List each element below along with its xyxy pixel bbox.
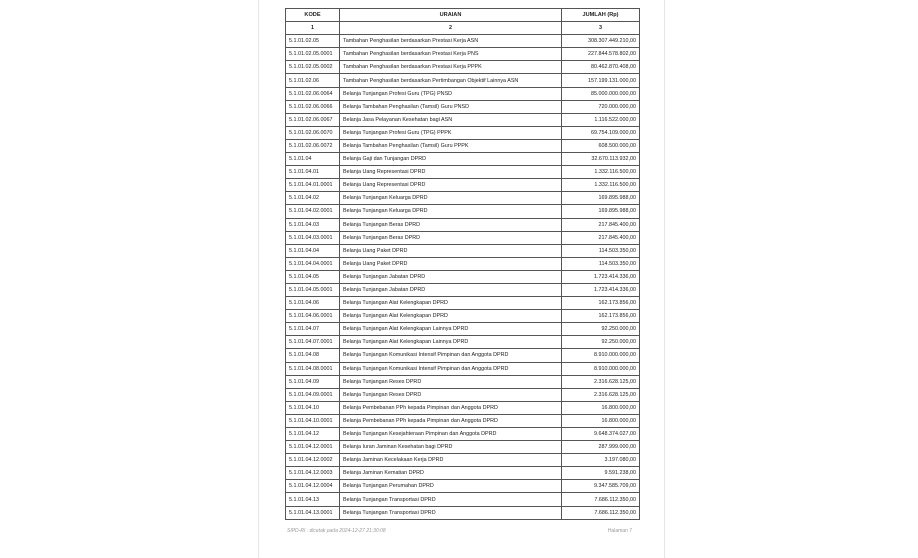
cell-uraian: Belanja Tambahan Penghasilan (Tamsil) Guru PNSD xyxy=(340,100,562,113)
cell-uraian: Belanja Tunjangan Transportasi DPRD xyxy=(340,506,562,519)
cell-jumlah: 162.173.856,00 xyxy=(562,297,640,310)
page-number: Halaman 7 xyxy=(607,528,632,534)
cell-uraian: Belanja Uang Representasi DPRD xyxy=(340,179,562,192)
cell-jumlah: 1.723.414.336,00 xyxy=(562,270,640,283)
cell-jumlah: 2.316.628.125,00 xyxy=(562,388,640,401)
cell-jumlah: 7.686.112.350,00 xyxy=(562,506,640,519)
cell-kode: 5.1.01.02.06.0070 xyxy=(286,126,340,139)
table-row xyxy=(286,231,640,244)
cell-kode: 5.1.01.04.05.0001 xyxy=(286,283,340,296)
table-row xyxy=(286,493,640,506)
cell-jumlah: 157.199.131.000,00 xyxy=(562,74,640,87)
cell-kode: 5.1.01.04 xyxy=(286,153,340,166)
table-row xyxy=(286,153,640,166)
cell-uraian: Belanja Tunjangan Komunikasi Intensif Pimpinan dan Anggota DPRD xyxy=(340,349,562,362)
cell-uraian: Belanja Tunjangan Alat Kelengkapan Lainnya DPRD xyxy=(340,323,562,336)
cell-jumlah: 217.845.400,00 xyxy=(562,218,640,231)
cell-kode: 5.1.01.04.08 xyxy=(286,349,340,362)
cell-jumlah: 2.316.628.125,00 xyxy=(562,375,640,388)
cell-uraian: Tambahan Penghasilan berdasarkan Prestasi Kerja PPPK xyxy=(340,61,562,74)
cell-kode: 5.1.01.04.10 xyxy=(286,401,340,414)
table-row xyxy=(286,310,640,323)
cell-uraian: Belanja Jaminan Kecelakaan Kerja DPRD xyxy=(340,454,562,467)
cell-jumlah: 69.754.109.000,00 xyxy=(562,126,640,139)
table-row xyxy=(286,113,640,126)
cell-jumlah: 1.116.522.000,00 xyxy=(562,113,640,126)
cell-jumlah: 169.895.988,00 xyxy=(562,205,640,218)
table-row xyxy=(286,362,640,375)
cell-uraian: Belanja Tunjangan Keluarga DPRD xyxy=(340,205,562,218)
cell-jumlah: 162.173.856,00 xyxy=(562,310,640,323)
cell-jumlah: 16.800.000,00 xyxy=(562,414,640,427)
cell-kode: 5.1.01.04.01 xyxy=(286,166,340,179)
cell-jumlah: 9.648.374.027,00 xyxy=(562,428,640,441)
cell-jumlah: 32.670.113.932,00 xyxy=(562,153,640,166)
cell-jumlah: 9.347.585.709,00 xyxy=(562,480,640,493)
header-kode: KODE xyxy=(286,9,340,22)
table-row xyxy=(286,166,640,179)
table-row xyxy=(286,323,640,336)
cell-kode: 5.1.01.04.02 xyxy=(286,192,340,205)
cell-uraian: Belanja Tunjangan Komunikasi Intensif Pimpinan dan Anggota DPRD xyxy=(340,362,562,375)
cell-jumlah: 1.332.116.500,00 xyxy=(562,179,640,192)
table-body xyxy=(286,35,640,519)
cell-uraian: Belanja Tunjangan Alat Kelengkapan Lainnya DPRD xyxy=(340,336,562,349)
table-row xyxy=(286,401,640,414)
table-row xyxy=(286,454,640,467)
cell-jumlah: 1.332.116.500,00 xyxy=(562,166,640,179)
cell-kode: 5.1.01.04.12.0003 xyxy=(286,467,340,480)
cell-kode: 5.1.01.04.03 xyxy=(286,218,340,231)
cell-jumlah: 1.723.414.336,00 xyxy=(562,283,640,296)
table-row xyxy=(286,375,640,388)
cell-uraian: Belanja Tunjangan Reses DPRD xyxy=(340,375,562,388)
cell-uraian: Belanja Tunjangan Perumahan DPRD xyxy=(340,480,562,493)
table-row xyxy=(286,139,640,152)
cell-uraian: Belanja Tunjangan Profesi Guru (TPG) PPPK xyxy=(340,126,562,139)
cell-uraian: Belanja Tunjangan Transportasi DPRD xyxy=(340,493,562,506)
cell-jumlah: 227.844.578.802,00 xyxy=(562,48,640,61)
cell-kode: 5.1.01.04.08.0001 xyxy=(286,362,340,375)
cell-uraian: Belanja Tunjangan Alat Kelengkapan DPRD xyxy=(340,297,562,310)
cell-jumlah: 114.503.350,00 xyxy=(562,244,640,257)
table-row xyxy=(286,283,640,296)
cell-uraian: Tambahan Penghasilan berdasarkan Pertimbangan Objektif Lainnya ASN xyxy=(340,74,562,87)
cell-uraian: Belanja Uang Paket DPRD xyxy=(340,244,562,257)
header-row xyxy=(286,9,640,22)
cell-kode: 5.1.01.04.07 xyxy=(286,323,340,336)
cell-kode: 5.1.01.04.07.0001 xyxy=(286,336,340,349)
cell-uraian: Tambahan Penghasilan berdasarkan Prestasi Kerja ASN xyxy=(340,35,562,48)
cell-kode: 5.1.01.04.13.0001 xyxy=(286,506,340,519)
cell-jumlah: 80.462.870.408,00 xyxy=(562,61,640,74)
table-row xyxy=(286,336,640,349)
cell-uraian: Belanja Iuran Jaminan Kesehatan bagi DPRD xyxy=(340,441,562,454)
table-row xyxy=(286,126,640,139)
cell-kode: 5.1.01.02.06.0066 xyxy=(286,100,340,113)
column-number: 2 xyxy=(340,22,562,35)
cell-kode: 5.1.01.04.12.0002 xyxy=(286,454,340,467)
cell-kode: 5.1.01.04.09.0001 xyxy=(286,388,340,401)
table-row xyxy=(286,244,640,257)
cell-jumlah: 720.000.000,00 xyxy=(562,100,640,113)
cell-kode: 5.1.01.04.02.0001 xyxy=(286,205,340,218)
cell-uraian: Belanja Tambahan Penghasilan (Tamsil) Guru PPPK xyxy=(340,139,562,152)
cell-uraian: Belanja Uang Representasi DPRD xyxy=(340,166,562,179)
cell-kode: 5.1.01.04.04 xyxy=(286,244,340,257)
cell-kode: 5.1.01.02.06.0067 xyxy=(286,113,340,126)
cell-jumlah: 9.591.238,00 xyxy=(562,467,640,480)
cell-uraian: Belanja Tunjangan Alat Kelengkapan DPRD xyxy=(340,310,562,323)
cell-uraian: Belanja Tunjangan Beras DPRD xyxy=(340,218,562,231)
budget-table xyxy=(285,8,640,520)
table-row xyxy=(286,480,640,493)
cell-uraian: Belanja Tunjangan Keluarga DPRD xyxy=(340,192,562,205)
cell-uraian: Belanja Tunjangan Kesejahteraan Pimpinan dan Anggota DPRD xyxy=(340,428,562,441)
cell-jumlah: 8.910.000.000,00 xyxy=(562,349,640,362)
cell-jumlah: 608.500.000,00 xyxy=(562,139,640,152)
table-row xyxy=(286,388,640,401)
cell-kode: 5.1.01.04.04.0001 xyxy=(286,257,340,270)
cell-kode: 5.1.01.02.06 xyxy=(286,74,340,87)
cell-kode: 5.1.01.02.06.0064 xyxy=(286,87,340,100)
cell-uraian: Belanja Uang Paket DPRD xyxy=(340,257,562,270)
cell-jumlah: 85.000.000.000,00 xyxy=(562,87,640,100)
cell-kode: 5.1.01.04.06.0001 xyxy=(286,310,340,323)
table-row xyxy=(286,74,640,87)
cell-kode: 5.1.01.04.12.0004 xyxy=(286,480,340,493)
table-row xyxy=(286,48,640,61)
cell-uraian: Belanja Tunjangan Jabatan DPRD xyxy=(340,283,562,296)
cell-uraian: Belanja Pembebanan PPh kepada Pimpinan dan Anggota DPRD xyxy=(340,401,562,414)
table-row xyxy=(286,270,640,283)
cell-kode: 5.1.01.02.05 xyxy=(286,35,340,48)
cell-kode: 5.1.01.04.01.0001 xyxy=(286,179,340,192)
cell-kode: 5.1.01.02.06.0072 xyxy=(286,139,340,152)
cell-jumlah: 92.250.000,00 xyxy=(562,323,640,336)
table-row xyxy=(286,205,640,218)
cell-uraian: Belanja Tunjangan Profesi Guru (TPG) PNSD xyxy=(340,87,562,100)
cell-uraian: Belanja Tunjangan Jabatan DPRD xyxy=(340,270,562,283)
cell-uraian: Belanja Jasa Pelayanan Kesehatan bagi ASN xyxy=(340,113,562,126)
cell-kode: 5.1.01.04.03.0001 xyxy=(286,231,340,244)
cell-jumlah: 92.250.000,00 xyxy=(562,336,640,349)
cell-uraian: Belanja Tunjangan Beras DPRD xyxy=(340,231,562,244)
table-row xyxy=(286,506,640,519)
table-row xyxy=(286,428,640,441)
column-number: 3 xyxy=(562,22,640,35)
table-row xyxy=(286,257,640,270)
cell-kode: 5.1.01.04.09 xyxy=(286,375,340,388)
cell-jumlah: 114.503.350,00 xyxy=(562,257,640,270)
table-row xyxy=(286,100,640,113)
print-timestamp: SIPD-RI : dicetak pada 2024-12-27 21:30:08 xyxy=(287,528,386,534)
table-row xyxy=(286,35,640,48)
cell-jumlah: 8.910.000.000,00 xyxy=(562,362,640,375)
cell-jumlah: 217.845.400,00 xyxy=(562,231,640,244)
cell-jumlah: 3.197.080,00 xyxy=(562,454,640,467)
table-row xyxy=(286,87,640,100)
cell-kode: 5.1.01.04.10.0001 xyxy=(286,414,340,427)
cell-kode: 5.1.01.04.05 xyxy=(286,270,340,283)
cell-kode: 5.1.01.04.12 xyxy=(286,428,340,441)
cell-uraian: Belanja Gaji dan Tunjangan DPRD xyxy=(340,153,562,166)
table-row xyxy=(286,179,640,192)
cell-uraian: Belanja Jaminan Kematian DPRD xyxy=(340,467,562,480)
header-jumlah: JUMLAH (Rp) xyxy=(562,9,640,22)
cell-uraian: Tambahan Penghasilan berdasarkan Prestasi Kerja PNS xyxy=(340,48,562,61)
table-row xyxy=(286,297,640,310)
cell-kode: 5.1.01.02.05.0002 xyxy=(286,61,340,74)
cell-jumlah: 16.800.000,00 xyxy=(562,401,640,414)
cell-uraian: Belanja Tunjangan Reses DPRD xyxy=(340,388,562,401)
cell-uraian: Belanja Pembebanan PPh kepada Pimpinan dan Anggota DPRD xyxy=(340,414,562,427)
column-number-row xyxy=(286,22,640,35)
table-row xyxy=(286,414,640,427)
table-row xyxy=(286,467,640,480)
cell-jumlah: 287.999.000,00 xyxy=(562,441,640,454)
table-row xyxy=(286,349,640,362)
table-row xyxy=(286,218,640,231)
cell-jumlah: 169.895.988,00 xyxy=(562,192,640,205)
cell-jumlah: 308.307.449.210,00 xyxy=(562,35,640,48)
cell-kode: 5.1.01.04.12.0001 xyxy=(286,441,340,454)
header-uraian: URAIAN xyxy=(340,9,562,22)
document-page xyxy=(258,0,665,558)
column-number: 1 xyxy=(286,22,340,35)
table-row xyxy=(286,61,640,74)
table-row xyxy=(286,192,640,205)
cell-kode: 5.1.01.02.05.0001 xyxy=(286,48,340,61)
cell-kode: 5.1.01.04.06 xyxy=(286,297,340,310)
cell-kode: 5.1.01.04.13 xyxy=(286,493,340,506)
table-row xyxy=(286,441,640,454)
cell-jumlah: 7.686.112.350,00 xyxy=(562,493,640,506)
